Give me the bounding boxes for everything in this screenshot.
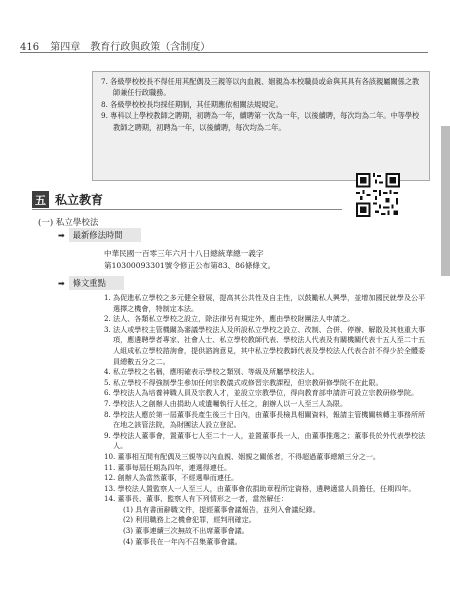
qr-code-icon [356,173,400,217]
list-item: 13. 學校法人置監察人一人至三人，由董事會依捐助章程所定資格，遴聘適當人員擔任，任期四年。 [104,483,416,493]
list-item: (3) 董事連續三次無故不出席董事會議。 [123,526,249,536]
list-item: 10. 董事相互間有配偶及三親等以內血親、姻親之關係者，不得超過董事總額三分之一。 [104,451,381,461]
section-number: 五 [32,191,49,208]
previous-items-list [93,72,429,133]
provisions-heading [58,276,124,290]
list-item: 1. 為促進私立學校之多元健全發展，提高其公共性及自主性，以鼓勵私人興學，並增加國民就學及公平選擇之機會，特制定本法。 [104,293,426,313]
list-item: 5. 私立學校不得強制學生參加任何宗教儀式或修習宗教課程，但宗教研修學院不在此限。 [104,377,383,387]
provisions-heading-label: 條文重點 [69,276,124,290]
arrow-right-icon: ➡ [58,230,65,240]
list-item: 12. 創辦人為當然董事，不經選舉而連任。 [104,473,239,483]
amend-heading-label: 最新修法時間 [69,228,141,242]
sub-list-wrapper [104,505,430,547]
list-item: 6. 學校法人為培養神職人員及宗教人才，並設立宗教學位，得向教育部申請許可設立宗教研修學院。 [104,388,419,398]
articles-list [104,293,430,547]
header-divider [20,52,428,53]
list-item: 11. 董事每屆任期為四年，連選得連任。 [104,462,232,472]
chapter-title: 第四章 教育行政與政策（含制度） [50,42,211,53]
edge-tab [441,126,450,276]
section-divider [32,209,342,210]
list-item: 9. 專科以上學校教師之聘期，初聘為一年，續聘第一次為一年，以後續聘，每次均為二年。中等學校教師之聘期，初聘為一年，以後續聘，每次均為二年。 [101,111,420,132]
page-number: 416 [20,42,40,53]
list-item: (2) 利用職務上之機會犯罪，經判刑確定。 [123,515,256,525]
sub-items-list [113,505,430,547]
list-item: 8. 學校法人應於第一屆董事長產生後三十日內，由董事長檢具相關資料，報請主管機關核轉主事務所所在地之該管法院，為財團法人設立登記。 [104,409,426,430]
list-item: 7. 學校法人之創辦人由捐助人或遺囑執行人任之，創辦人以一人至三人為限。 [104,398,348,408]
list-item: 2. 法人、各類私立學校之設立，除法律另有規定外，應由學校財團法人申請之。 [104,314,355,324]
list-item: (4) 董事長在一年內不召集董事會議。 [123,536,242,546]
amend-text [104,248,275,271]
section-heading [32,191,103,208]
amend-line: 中華民國一百零三年六月十八日總統華總一義字 [104,249,264,258]
page-header [20,38,210,53]
previous-items-box [92,71,430,181]
list-item: 4. 私立學校之名稱，應明確表示學校之類別、等級及所屬學校法人。 [104,367,319,377]
amend-heading [58,228,141,242]
list-item: 8. 各級學校校長均採任期制，其任期應依相關法規規定。 [101,99,283,109]
list-item: 7. 各級學校校長不得任用其配偶及三親等以內血親、姻親為本校職員或命與其具有各該親屬關係之教師兼任行政職務。 [101,77,420,98]
amend-line: 第10300093301號令修正公布第83、86條條文。 [104,260,276,270]
list-item: 3. 法人或學校主管機關為審議學校法人及所設私立學校之設立、改制、合併、停辦、解散及其他重大事項，應遴聘學者專家、社會人士、私立學校教師代表、學校法人代表及有關機關代表十五人至二十五人組成私立學校諮詢會，提供諮詢意見，其中私立學校教師代表及學校法人代表合計不得少於全體委員總數五分之二。 [104,324,426,366]
list-item: 14. 董事長、董事、監察人有下列情形之一者，當然解任： [104,494,288,504]
subsection-title: (一) 私立學校法 [38,218,99,228]
arrow-right-icon: ➡ [58,278,65,288]
list-item: 9. 學校法人董事會，置董事七人至二十一人，並置董事長一人，由董事推選之；董事長於外代表學校法人。 [104,430,426,451]
section-title: 私立教育 [55,193,104,207]
list-item: (1) 具有書面辭職文件，提經董事會議報告，並列入會議紀錄。 [123,504,320,514]
